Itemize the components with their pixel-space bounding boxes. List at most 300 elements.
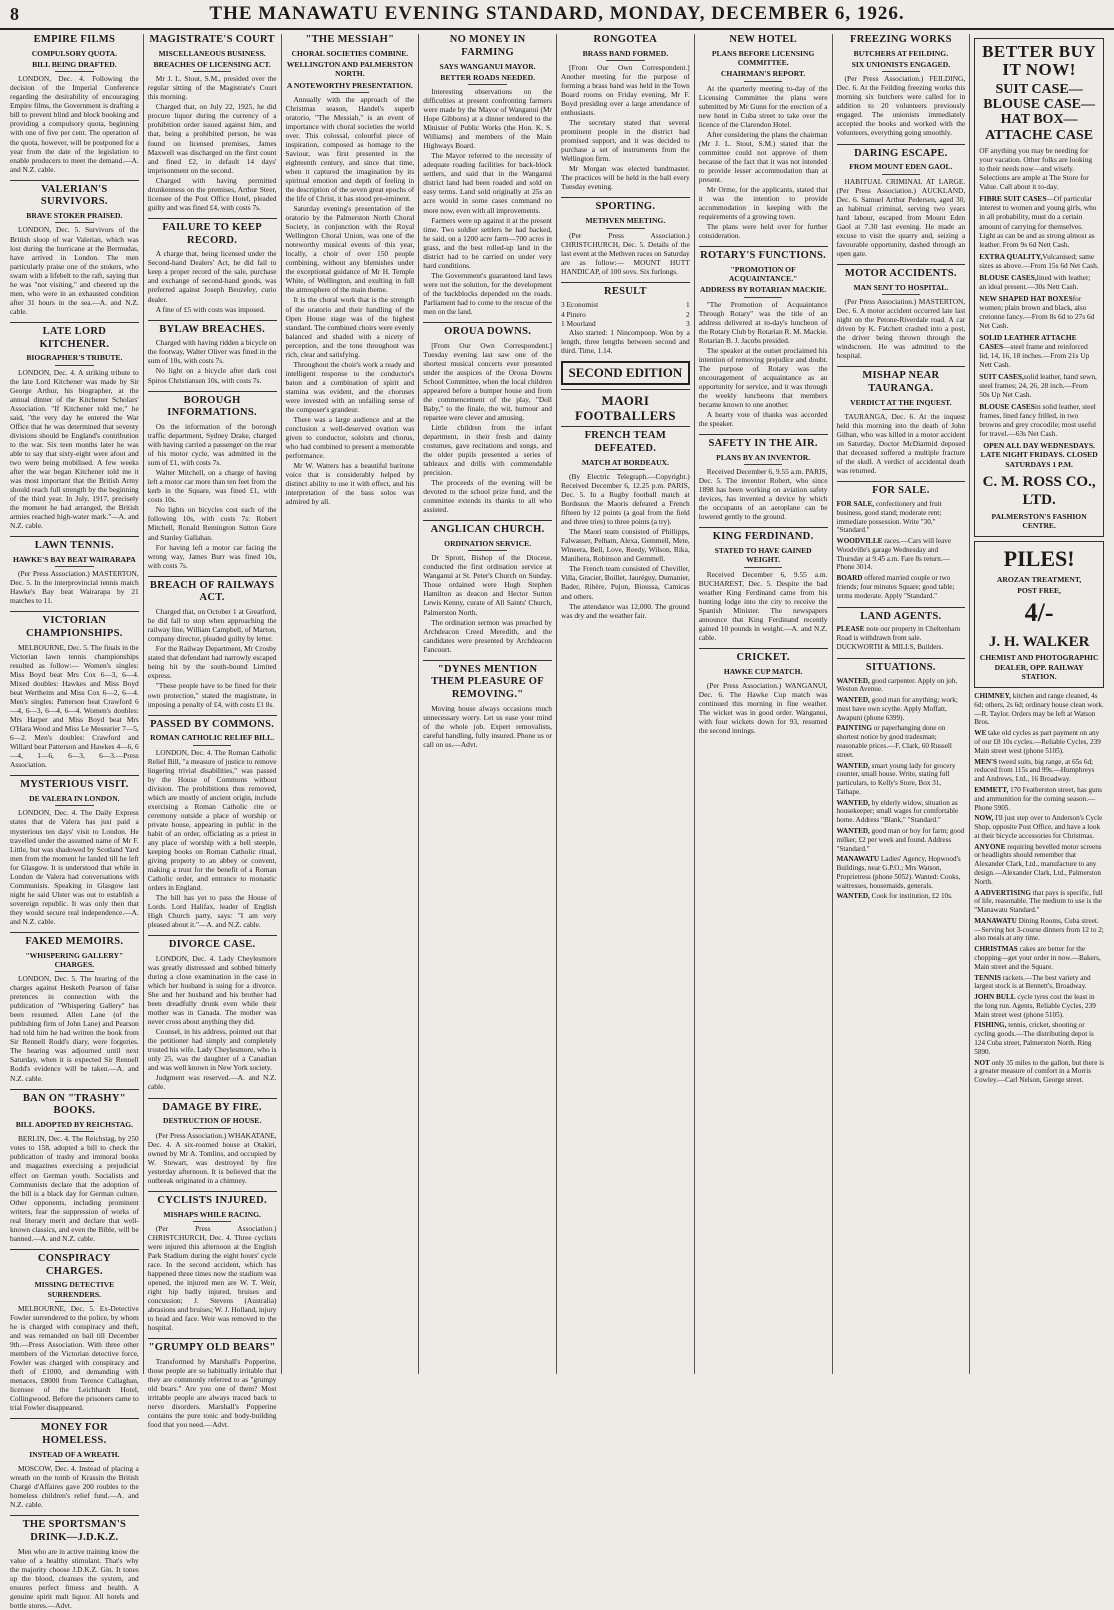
article-headline: KING FERDINAND. [699,527,828,544]
article [10,611,139,769]
article-paragraph: The bill has yet to pass the House of Lords. Lord Halifax, leader of English High Church party, says: "I am very pleased about it."—A. and N.Z. cable. [147,893,277,930]
article-subheadline: "WHISPERING GALLERY" CHARGES. [25,950,124,969]
ad-item [979,372,1099,399]
article [699,246,828,428]
article-paragraph: Farmers were up against it at the present time. Two soldier settlers he had backed, he said, on a 1200 acre farm—700 acres in grass, and the best rolled-up land in the district had to be carried on under very hard conditions. [423,215,552,270]
classified-item [837,696,966,722]
article [148,218,277,314]
article [10,322,139,530]
ad-headline: BETTER BUY IT NOW! [982,42,1097,79]
column-1 [6,34,144,1610]
article-paragraph: Dr Sprott, Bishop of the Diocese, conducted the first ordination service at Wanganui at St. Peter's Church on Sunday. Those ordained were Hugh Stephen Hamilton as deacon and Hector Sutton Lewis Kenny, curate of All Saints' Church, Palmerston North. [423,553,552,617]
classified-lead: EMMETT, [974,785,1009,794]
ad-item-lead: SUIT CASES, [979,371,1024,381]
divider-rule [468,550,507,551]
article-headline: MAGISTRATE'S COURT [149,34,275,45]
classified-lead: MEN'S [974,757,998,766]
article-headline: ANGLICAN CHURCH. [423,520,552,537]
article-subheadline: MISHAPS WHILE RACING. [163,1209,261,1219]
article-paragraph: For having left a motor car facing the wrong way, James Burr was fined 10s, with costs 7s. [147,542,277,570]
article-subheadline: BUTCHERS AT FEILDING. [853,48,949,58]
article-paragraph: The Mayor referred to the necessity of adequate roading facilities for back-block settlers, and said that in the Wanganui district land had been roaded and sold on easy terms. Land sold originally at 25s an acre would in some cases command no more now, even with all improvements. [423,151,552,215]
article-headline: NO MONEY IN FARMING [449,34,526,58]
classified-item [974,729,1104,755]
classified-lead: A ADVERTISING [974,888,1031,897]
article-paragraph: The plans were held over for further consideration. [698,222,828,241]
divider-rule [193,1221,232,1222]
article-headline: MAORI FOOTBALLERS [561,389,690,425]
article-subheadline: COMPULSORY QUOTA. [31,48,118,58]
article-headline: DAMAGE BY FIRE. [148,1098,277,1115]
classified-item [974,692,1104,727]
ad-item-lead: SOLID LEATHER ATTACHE CASES [979,332,1077,351]
ad-item [979,194,1099,248]
article-paragraph: LONDON, Dec. 5. Survivors of the British sloop of war Valerian, which was lost during the hurricane at the Bermudas, have arrived in London. The men particularly praise one of the stokers, who swam with a lifebelt to the raft, saying that he was "not visiting," and cheered up the men, who were in an exhausted condition after 31 hours in the sea.—A. and N.Z. cable. [10,225,139,316]
article-subheadline: ADDRESS BY ROTARIAN MACKIE. [700,285,827,295]
divider-rule [55,971,94,972]
article [561,282,690,355]
article-paragraph: No lights on bicycles cost each of the following 10s, with costs 7s: Robert Mitchell, Ronald Remington Sutton Gore and Stanley Gallahan. [147,505,277,542]
article-subheadline: BETTER ROADS NEEDED. [440,72,535,82]
article-subheadline: HAWKE CUP MATCH. [723,666,803,676]
article-subheadline: FROM MOUNT EDEN GAOL. [849,162,953,172]
article-paragraph: LONDON, Dec. 4. A striking tribute to the late Lord Kitchener was made by Sir George Arthur, his biographer, at the annual dinner of the Kitchener Scholars' Association. "If Kitchener told me," he said, "the very day he entered the War Office that he was determined that seventy divisions should be England's contribution to the war. Six teen months later he was able to say that sixty-eight were afoot and two were being mobilised. A few weeks after the war began Kitchener told me it was most important that the British Army should reach full strength by the beginning of the third year. In July, 1917, precisely the moment he had arranged, the British armies reached high-water mark."—A. and N.Z. cable. [10,367,139,531]
article-paragraph: (Per Press Association.) WHAKATANE, Dec. 4. A six-roomed house at Otakiri, owned by Mr A. Tomlins, and occupied by W. Stewart, was destroyed by fire yesterday afternoon. It is believed that the outbreak originated in a chimney. [147,1130,277,1185]
article-paragraph: The speaker at the outset proclaimed his intention of removing prejudice and doubt. The purpose of Rotary was the encouragement of acquaintance as an opportunity for service, and it was through the weekly luncheons that members became known to one another. [698,345,828,409]
article-headline: CYCLISTS INJURED. [148,1191,277,1208]
article-subheadline: MATCH AT BORDEAUX. [581,457,669,467]
classified-text: only 35 miles to the gallon, but there is a greater measure of comfort in a Morris Cowley.—Carl Nelson, George street. [974,1058,1105,1085]
article-headline: RESULT [561,282,690,299]
article-paragraph: There was a large audience and at the conclusion a well-deserved ovation was given to conductor, soloists and chorus, who had combined to present a memorable performance. [285,414,415,461]
article [423,322,552,514]
classified-lead: MANAWATU [974,916,1017,925]
article [10,775,139,925]
article-paragraph: Moving house always occasions much unnecessary worry. Let us ease your mind of the whole job. Expert removalists, careful handling, fully insured. Phone us or call on us.—Advt. [423,704,552,750]
article-paragraph: (Per Press Association.) FEILDING, Dec. 6. At the Feilding freezing works this morning six butchers were called for in addition to 20 volunteers previously engaged. The unionists immediately accepted the books and worked with the volunteers, everything going smoothly. [836,74,966,138]
classified-item [974,993,1104,1019]
ad-item-lead: NEW SHAPED HAT BOXES [979,293,1073,303]
article-subheadline: PLANS BEFORE LICENSING COMMITTEE. [711,48,815,68]
article [148,935,277,1091]
article [10,34,139,174]
article-headline: NEW HOTEL [729,34,797,45]
article-paragraph: Charged that, on July 22, 1925, he did procure liquor during the currency of a prohibition order issued against him, and that, being a prohibited person, he was found on licensed premises, James Maxwell was discharged on the first count and fined £2, in default 14 days' imprisonment on the second. [147,102,277,175]
divider-rule [331,92,370,93]
classified-item [837,827,966,853]
divider-rule [882,71,921,72]
article [423,34,552,316]
article-paragraph: [From Our Own Correspondent.] Tuesday evening last saw one of the shortest musical concerts ever presented under the auspices of the Oroua Downs School Committee, when the local children appeared before a bumper house and from the commencement of the play, "Doll Baby," to the finale, the wit, humour and repartee were clever and amusing. [423,340,552,422]
article-paragraph: LONDON, Dec. 4. Following the decision of the Imperial Conference regarding the desirability of encouraging Empire films, the Government is drafting a bill to prevent blind and block booking and providing a compulsory quota, beginning with one of five per cent. The operation of the quota, however, will be postponed for a year from the date of the legislation to enable producers to meet the demand.—A. and N.Z. cable. [10,74,139,174]
classified-text: cycle tyres cost the least in the long run. Agents, Reliable Cycles, 239 Main street west (phone 5105). [974,993,1096,1019]
article-headline: DIVORCE CASE. [148,935,277,952]
classified-text: offered married couple or two friends; four minutes Square; good table; terms moderate. Apply "Standard." [836,574,955,600]
classified-item [837,762,966,797]
article-subheadline: BRAVE STOKER PRAISED. [26,211,123,221]
article [148,715,277,930]
article-paragraph: Counsel, in his address, pointed out that the petitioner had simply and completely trusted his wife. Lady Cheylesmore, who is only 25, was the daughter of a Canadian and was well known in New York society. [147,1027,277,1073]
classified-item [974,786,1104,812]
classified-text: tweed suits, big range, at 65s 6d; reduced from 115s and 99s.—Humphreys and Andrews, Ltd., 16 Broadway. [974,757,1095,784]
article-paragraph: LONDON, Dec. 4. Lady Cheylesmore was greatly distressed and sobbed bitterly during a close examination in the case in which her husband is suing for a divorce. She and her husband and his brother had been dreadfully drunk even while their mother was in Canada. The mother was never cross about anything they did. [147,954,277,1027]
article-paragraph: Received December 6, 9.55 a.m. BUCHAREST, Dec. 5. Despite the bad weather King Ferdinand came from his hunting lodge into the city to receive the Spanish Minister. The newspapers announce that King Ferdinand recently gained 10 pounds in weight.—A. and N.Z. cable. [698,569,828,642]
article [286,34,415,506]
article-paragraph: Walter Mitchell, on a charge of having left a motor car more than ten feet from the kerb in the Square, was fined £1, with costs 10s. [147,468,277,505]
column-6 [695,34,833,1374]
article-paragraph: The secretary stated that several prominent people in the district had promised support, and it was decided to purchase a set of instruments from the Wellington firm. [561,118,690,164]
result-place: 2 [686,309,690,319]
classified-text: cakes are better for the chopping—get your order in now.—Bakers, Main street and the Square. [974,945,1101,971]
article-paragraph: (Per Press Association.) MASTERTON, Dec. 5. In the interprovincial tennis match Hawke's Bay beat Wairarapa by 21 matches to 11. [10,569,139,606]
classified-text: 170 Featherston street, has guns and ammunition for the coming season.—Phone 5905. [974,785,1103,812]
article-paragraph: Men who are in active training know the value of a healthy stimulant. That's why the majority choose J.D.K.Z. Gin. It tones up the blood, cleanses the system, and ensures perfect fitness and health. A genuine spirit malt liquor. All hotels and bottle stores.—Advt. [10,1546,139,1610]
article-headline: EMPIRE FILMS [33,34,116,45]
article-paragraph: [From Our Own Correspondent.] Another meeting for the purpose of forming a brass band was held in the Town Board rooms on Friday evening, Mr F. Boyd presiding over a large attendance of enthusiasts. [561,63,690,118]
classified-item [837,799,966,825]
article-paragraph: On the information of the borough traffic department, Sydney Drake, charged with having carried a passenger on the rear of his motor cycle, was admitted in the sum of £1, with costs 7s. [147,422,277,468]
ad-company-sub: PALMERSTON'S FASHION CENTRE. [991,511,1087,530]
ad-headline: PILES! [1003,546,1075,572]
article-subheadline: SIX UNIONISTS ENGAGED. [851,60,951,70]
article-headline: LAWN TENNIS. [10,536,139,553]
classified-item [837,855,966,890]
ad-intro: OF anything you may be needing for your vacation. Other folks are looking to their needs now—and wisely. Selections are ample at The Store for Value. Call about it to-day. [979,146,1093,192]
article-headline: CONSPIRACY CHARGES. [10,1249,139,1279]
article-subheadline: BILL BEING DRAFTED. [32,60,117,70]
divider-rule [882,409,921,410]
article-headline: LAND AGENTS. [837,607,966,624]
article-paragraph: Transformed by Marshall's Popperine, those people are so habitually irritable that they are commonly referred to as "grumpy old bears." Are you one of them? Most irritable people are always traced back to nerve disorders. Marshall's Popperine contains the pure tonic and body-building food that you need.—Advt. [147,1356,277,1430]
divider-rule [606,228,645,229]
ad-item [979,294,1099,330]
article-subheadline: MISCELLANEOUS BUSINESS. [158,48,266,58]
classified-item [837,677,966,695]
divider-rule [744,567,783,568]
column-3 [282,34,420,1374]
classified-text: Ladies' Agency, Hopwood's Buildings, near G.P.O.; Mrs Watson, Proprietress (phone 5052). Wanted: Cooks, waitresses, housemaids, generals. [836,855,961,890]
divider-rule [882,174,921,175]
result-row [561,310,690,319]
article-paragraph: For the Railway Department, Mr Crosby stated that defendant had narrowly escaped being hit by the south-bound Limited express. [147,644,277,681]
article [561,426,690,619]
article [837,264,966,360]
divider-rule [606,60,645,61]
article-headline: VICTORIAN CHAMPIONSHIPS. [10,611,139,641]
article-headline: THE SPORTSMAN'S DRINK—J.D.K.Z. [10,1515,139,1545]
result-horse: 4 Pinero [561,309,586,319]
ad-chemist-name: J. H. WALKER [988,634,1090,651]
article-headline: ROTARY'S FUNCTIONS. [699,246,828,263]
classified-item [974,974,1104,992]
classified-item [974,843,1104,887]
article [10,1249,139,1412]
article-headline: FOR SALE. [837,481,966,498]
article [561,197,690,275]
divider-rule [744,464,783,465]
article-paragraph: After considering the plans the chairman (Mr J. L. Stout, S.M.) stated that the committee could not approve of them because of the fact that it was not intended to provide lesser accommodation than at present. [698,129,828,184]
article-subheadline: VERDICT AT THE INQUEST. [850,397,952,407]
article-paragraph: The Maori team consisted of Phillipps, Falwasser, Pelham, Alexa, Gemmell, Mete, Wineera, Bell, Love, Reedy, Wilson, Rika, Manihera, Robinson and Gemmell. [561,527,690,564]
classified-lead: CHIMNEY, [974,692,1011,701]
classified-text: confectionery and fruit business, good stand; moderate rent; immediate possession. Write "30," "Standard." [836,499,942,535]
divider-rule [55,1461,94,1462]
article [423,660,552,750]
ad-item-text: lined with leather; an ideal present.—30s Nett Cash. [979,272,1091,291]
article-subheadline: BILL ADOPTED BY REICHSTAG. [15,1120,134,1130]
ad-product-list: SUIT CASE— BLOUSE CASE— HAT BOX— ATTACHE CASE [983,81,1095,143]
ad-chemist-desc: CHEMIST AND PHOTOGRAPHIC DEALER, OPP. RAILWAY STATION. [979,653,1099,681]
divider-rule [193,71,232,72]
classified-text: that pays is specific, full of life, reasonable. The medium to use is the "Manawatu Standard." [974,888,1103,915]
article-headline: OROUA DOWNS. [423,322,552,339]
classified-lead: WE [974,729,987,738]
divider-rule [55,222,94,223]
divider-rule [744,81,783,82]
divider-rule [882,294,921,295]
article [837,34,966,138]
article-subheadline: BIOGRAPHER'S TRIBUTE. [26,353,123,363]
result-place: 1 [686,300,690,310]
article-paragraph: The French team consisted of Cheviller, Villa, Gracier, Boillet, Jauréguy, Dumanier, Bader, Ribère, Pujon, Bioussa, Camicas and others. [561,564,690,601]
article-subheadline: CHORAL SOCIETIES COMBINE. [291,48,409,58]
article-headline: BREACH OF RAILWAYS ACT. [148,576,277,606]
classified-item [837,625,966,651]
divider-rule [55,1131,94,1132]
article [837,658,966,902]
article [148,391,277,570]
article [148,1338,277,1429]
classified-lead: FISHING, [974,1021,1007,1030]
classified-text: Dining Rooms, Cuba street.—Serving hot 3-course dinners from 12 to 2; also meals at any time. [974,916,1104,943]
article-paragraph: Throughout the choir's work a ready and intelligent response to the conductor's baton and a combination of spirit and stamina was evident, and the choruses were invested with an unfailing sense of the composer's grandeur. [285,359,415,414]
divider-rule [193,745,232,746]
article-headline: SPORTING. [561,197,690,214]
ad-item-lead: FIBRE SUIT CASES [979,194,1047,204]
article-headline: BYLAW BREACHES. [148,320,277,337]
article-paragraph: Mr Orme, for the applicants, stated that it was the intention to provide accommodation in keeping with the requirements of a growing town. [698,184,828,221]
classified-lead: TENNIS [974,973,1002,982]
classified-item [974,917,1104,943]
classified-lead: BOARD [836,574,863,583]
article-paragraph: Charged that, on October 1 at Greatford, he did fail to stop when approaching the railway line, William Campbell, of Marton, company director, pleaded guilty by letter. [147,607,277,644]
article-subheadline: HAWKE'S BAY BEAT WAIRARAPA [13,555,136,564]
classified-text: note our property in Cheltenham Road is withdrawn from sale. DUCKWORTH & MILLS, Builders. [836,625,961,651]
article-headline: SITUATIONS. [837,658,966,675]
article-headline: MISHAP NEAR TAURANGA. [837,366,966,396]
article-paragraph: "These people have to be fined for their own protection," stated the magistrate, in imposing a penalty of £4, with costs £1 8s. [147,681,277,709]
divider-rule [55,365,94,366]
article-paragraph: A hearty vote of thanks was accorded the speaker. [698,410,828,429]
article-subheadline: "PROMOTION OF ACQUAINTANCE." [728,264,798,284]
article-headline: MOTOR ACCIDENTS. [837,264,966,281]
article [10,1515,139,1610]
classified-text: good man for anything; work; must have own scythe. Apply Moffatt, Awapuni (phone 6399). [836,696,958,722]
ad-item [979,333,1099,369]
divider-rule [468,84,507,85]
article-paragraph: Received December 6, 9.55 a.m. PARIS, Dec. 5. The inventor Robert, who since 1898 has been working on aviation safety devices, has invented a device by which the occupants of an aeroplane can be lowered gently to the ground. [698,467,828,522]
classified-text: tennis, cricket, shooting or cycling goods.—The distributing depot is 124 Cuba street, Palmerston North. Ring 5890. [974,1021,1094,1056]
classified-lead: PLEASE [836,625,865,634]
advertisement-ross [974,38,1104,537]
classified-item [974,1021,1104,1056]
ad-item-lead: BLOUSE CASES [979,402,1035,412]
article [148,1191,277,1332]
classified-lead: NOW, [974,814,994,823]
page-number: 8 [10,3,19,24]
article-headline: "THE MESSIAH" [305,34,395,45]
article-paragraph: It is the choral work that is the strength of the oratorio and their handling of the Open House stage was of the highest standard. The combined choirs were evenly balanced and shaded with a nicety of perception, and the tone throughout was rich, clear and satisfying. [285,295,415,359]
ad-item-text: for women; plain brown and black, also cretonne fancy.—From 8s 6d to 27s 6d Net Cash. [979,293,1095,330]
article-paragraph: MELBOURNE, Dec. 5. Ex-Detective Fowler surrendered to the police, by whom he is charged with conspiracy and theft, and was remanded on bail till December 9th.—Press Association. With three other members of the Victorian detective force, Fowler was charged with conspiracy and theft of £1000, and demanding with menaces, £8000 from Terence Callaghan, licensee of the Leichhardt Hotel, Collingwood. Before the prisoners came to trial Fowler disappeared. [10,1303,139,1413]
ad-item-text: Vulcanised; same sizes as above.—From 15s 6d Net Cash. [979,251,1099,270]
divider-rule [606,469,645,470]
classified-item [837,724,966,759]
second-edition-banner: SECOND EDITION [561,361,690,385]
classified-item [974,1059,1104,1085]
article-paragraph: (Per Press Association.) CHRISTCHURCH, Dec. 4. Three cyclists were injured this afternoon at the English Park Stadium during the eight hours' cycle race. In the second accident, which has happened three times now the stadium was opened, the injured men are W. T. Weir, right hip badly injured, bruises and concussion; J. Stevens (Australia) abrasions and bruises; W. J. Holland, injury to head and face. Weir was removed to the hospital. [147,1223,277,1333]
article-headline: MONEY FOR HOMELESS. [10,1418,139,1448]
classified-item [974,814,1104,840]
ad-item-lead: EXTRA QUALITY, [979,251,1043,261]
result-horse: 1 Moorland [561,318,596,328]
classified-text: races.—Cars will leave Woodville's garage Wednesday and Thursday at 9.45 a.m. Fare 8s return.—Phone 3014. [836,537,952,572]
article-headline: DARING ESCAPE. [837,144,966,161]
result-horse: 3 Economist [561,300,599,310]
article [699,434,828,521]
classified-item [974,945,1104,971]
article-paragraph: The Government's guaranteed land laws were not the solution, for the development of the backblocks depended on the roads. Parliament had to come to the rescue of the men on the land. [423,270,552,316]
ad-item [979,273,1099,291]
ad-item-text: —steel frame and reinforced lid, 14, 16, 18 inches.—From 21s Up Nett Cash. [979,341,1090,369]
divider-rule [55,71,94,72]
classified-text: or paperhanging done on shortest notice by good tradesman; reasonable prices.—F. Clark, 60 Russell street. [836,724,952,759]
article [423,520,552,653]
article [148,1098,277,1185]
article-paragraph: A fine of £5 with costs was imposed. [155,304,265,314]
classified-lead: WANTED, [836,696,870,705]
classified-lead: WANTED, [836,827,870,835]
classified-text: good man or boy for farm; good milker, £2 per week and found. Address "Standard." [836,827,965,853]
article-paragraph: LONDON, Dec. 4. The Roman Catholic Relief Bill, "a measure of justice to remove lingering trivial disabilities," was passed by the House of Commons without division. The prohibitions thus removed, which are mostly of ancient origin, include exercising a Roman Catholic rite or ceremony outside a place of worship or private house, appearing in public in the habit of an order, officiating as a priest in any place of worship with a bell steeple, keeping books on Roman Catholic ritual, giving property to an abbey or convent, making a trust for the benefit of a Roman Catholic order, and entrance to monastic orders in England. [147,747,277,893]
article-paragraph: Mr W. Watters has a beautiful baritone voice that is considerably helped by distinct ability to use it with effect, and his interpretation of the bass solos was admired by all. [285,461,415,507]
article-headline: LATE LORD KITCHENER. [10,322,139,352]
article-headline: "DYNES MENTION THEM PLEASURE OF REMOVING." [423,660,552,702]
ad-price: 4/- [1024,598,1054,628]
article-paragraph: MOSCOW, Dec. 4. Instead of placing a wreath on the tomb of Krassin the British Chargé d'Affaires gave 200 roubles to the homeless children's relief fund.—A. and N.Z. cable. [10,1464,139,1510]
divider-rule [55,805,94,806]
article-subheadline: DE VALERA IN LONDON. [29,794,120,804]
article-paragraph: LONDON, Dec. 4. The Daily Express states that de Valera has just paid a mysterious ten days' visit to London. He travelled under the assumed name of Mr F. Little, but was shadowed by Scotland Yard men from the moment he landed till he left for Glasgow. It is understood that while in London de Valera had conversations with Communists. Speaking in Glasgow last night he said Ulster was out to establish a sovereign republic. It was only then that they would secure real independence.—A. and N.Z. cable. [10,808,139,926]
column-7 [833,34,971,1374]
classified-lead: PAINTING [836,724,872,733]
article [699,648,828,735]
classified-lead: JOHN BULL [974,993,1016,1002]
advertisement-walker [974,541,1104,688]
classified-lead: ANYONE [974,842,1006,851]
article-paragraph: Judgment was reserved.—A. and N.Z. cable. [147,1073,277,1092]
article-headline: FAKED MEMOIRS. [10,932,139,949]
article-headline: BOROUGH INFORMATIONS. [148,391,277,421]
article-paragraph: (Per Press Association.) MASTERTON, Dec. 6. A motor accident occurred late last night on the Petone-Riverdale road. A car driven by K. Fatchett crashed into a post, the driver being thrown through the windscreen. He was admitted to the hospital. [836,296,966,361]
article [699,34,828,240]
article-headline: "GRUMPY OLD BEARS" [148,1338,277,1355]
article-paragraph: BERLIN, Dec. 4. The Reichstag, by 250 votes to 158, adopted a bill to check the publication of trashy and immoral books and magazines exercising a prejudicial effect on German youth. Socialists and Communists declare that the adoption of the bill is a black day for German culture. Other opponents, including prominent writers, fear the suppression of works of real literary merit and declare that well-known classics, and even the Bible, will be banned.—A. and N.Z. cable. [10,1134,139,1243]
classified-text: kitchen and range cleaned, 4s 6d; others, 2s 6d; ordinary house clean work.—R. Taylor. Orders may be left at Watson Bros. [974,692,1104,727]
article-headline: FAILURE TO KEEP RECORD. [148,218,277,248]
article-paragraph: HABITUAL CRIMINAL AT LARGE. (Per Press Association.) AUCKLAND, Dec. 6. Samuel Arthur Pedersen, aged 30, an habitual criminal, serving two years hard labour, escaped from Mount Eden Gaol at 7.30 last evening. He made an excuse to visit the quarry and, seizing a favourable opportunity, dashed through an open gate. [836,176,966,258]
article [148,320,277,385]
ad-sub: AROZAN TREATMENT, [996,574,1082,584]
classified-text: take old cycles as part payment on any of our £8 10s cycles.—Reliable Cycles, 239 Main street west (phone 5105). [974,729,1101,755]
article-headline: SAFETY IN THE AIR. [699,434,828,451]
classified-lead: MANAWATU [836,855,880,864]
ad-item-text: —Of particular interest to women and young girls, who in all probability, must do a certain amount of carrying for themselves. Light as can be and as strong almost as leather. From 9s 6d Nett Cash. [979,194,1097,249]
article-subheadline: SAYS WANGANUI MAYOR. [439,61,536,71]
classified-text: good carpenter. Apply on job, Weston Avenue. [836,676,958,694]
article [148,576,277,709]
divider-rule [193,1128,232,1129]
article-headline: BAN ON "TRASHY" BOOKS. [10,1089,139,1119]
article-paragraph: (By Electric Telegraph.—Copyright.) Received December 6, 12.25 p.m. PARIS, Dec. 5. In a Rugby football match at Bordeaux the Maoris defeated a French fifteen by 12 points (a goal from the field and three tries) to three points (a try). [561,472,690,527]
ad-item-text: in solid leather, steel frames, lined fancy frilled, in two browns and grey crocodile; most useful for travel.—63s Net Cash. [979,402,1097,439]
classified-text: by elderly widow, situation as housekeeper; small wages for comfortable home. Address "Blank," "Standard." [836,798,959,825]
article-subheadline: WELLINGTON AND PALMERSTON NORTH. [286,60,413,79]
article [837,144,966,258]
classified-lead: CHRISTMAS [974,945,1018,954]
classified-text: requiring bevelled motor screens or headlights should remember that Alexander Clark, Ltd., manufacture to any design.—Alexander Clark, Ltd., Palmerston North. [974,842,1102,886]
article-headline: CRICKET. [699,648,828,665]
article-paragraph: (Per Press Association.) CHRISTCHURCH, Dec. 5. Details of the last event at the Methven races on Saturday are as follow:— MOUNT HUTT HANDICAP, of 100 sovs. Six furlongs. [561,230,690,276]
article-subheadline: METHVEN MEETING. [585,216,666,226]
article-paragraph: Saturday evening's presentation of the oratorio by the Palmerston North Choral Society, in conjunction with the Royal Wellington Choral Union, was one of the noteworthy musical events of this year, locally, a choir of over 150 people combining, without any blemishes under the exceptional guidance of Mr H. Temple White, of Wellington, and exulting in full the atmosphere of the main theme. [285,204,415,295]
classified-item [974,889,1104,915]
article-paragraph: Also started: 1 Nincompoop. Won by a length, three lengths between second and third. Time, 1.14. [561,327,690,355]
masthead [0,0,1114,30]
article-headline: PASSED BY COMMONS. [148,715,277,732]
ad-item [979,402,1099,438]
column-5 [557,34,695,1374]
article-subheadline: STATED TO HAVE GAINED WEIGHT. [714,546,812,565]
classified-lead: WANTED, [836,892,870,901]
article-paragraph: Annually with the approach of the Christmas season, Handel's superb oratorio, "The Messiah," is an event of importance with choral societies the world over. This colossal, colourful piece of inspiration, composed as homage to the Saviour, was first presented in the eighteenth century, and since that time, when it captured the imagination by its spiritual emotion and depth of feeling in the description of the seven great epochs of the life of Christ, it has stood pre-eminent. [285,94,415,204]
column-8 [970,34,1108,1374]
article-paragraph: The ordination sermon was preached by Archdeacon Creed Meredith, and the candidates were presented by Archdeacon Fancourt. [423,617,552,654]
article-paragraph: TAURANGA, Dec. 6. At the inquest held this morning into the death of John Gilhan, who was killed in a motor accident on Saturday, Doctor McDiarmid deposed that deceased suffered a multiple fracture of the skull. A verdict of accidental death was returned. [836,411,966,476]
classified-text: I'll just step over to Anderson's Cycle Shop, opposite Post Office, and have a look at their bicycle accessories for Christmas. [974,814,1103,840]
article-paragraph: Mr Morgan was elected bandmaster. The practices will be held in the hall every Tuesday evening. [561,164,690,192]
article [837,366,966,475]
classified-lead: FOR SALE, [836,499,875,508]
article-headline: MYSTERIOUS VISIT. [10,775,139,792]
article-paragraph: A charge that, being licensed under the Second-hand Dealers' Act, he did fail to keep a proper record of the sale, purchase and exchange of second-hand goods, was preferred against Joseph Beuzeley, curio dealer. [147,249,277,304]
classified-item [837,500,966,535]
classified-item [837,574,966,600]
classified-text: rackets.—The best variety and largest stock is at Bennett's, Broadway. [974,973,1091,991]
ad-post: POST FREE, [1017,586,1061,596]
divider-rule [744,297,783,298]
classified-text: smart young lady for grocery counter, small house. Write, stating full particulars, to Kelly's Store, Box 31, Taihape. [836,761,956,796]
divider-rule [744,678,783,679]
article [837,481,966,600]
result-row [561,300,690,309]
article-paragraph: At the quarterly meeting to-day of the Licensing Committee the plans were submitted by Mr Gunn for the erection of a new hotel in Cuba street to take over the licence of the Clarendon Hotel. [698,83,828,129]
classified-text: Cook for institution, £2 10s. [871,892,953,901]
classified-item [974,758,1104,784]
article-headline: VALERIAN'S SURVIVORS. [10,180,139,210]
article-subheadline: BREACHES OF LICENSING ACT. [153,60,271,70]
article-headline: FREEZING WORKS [850,34,952,45]
